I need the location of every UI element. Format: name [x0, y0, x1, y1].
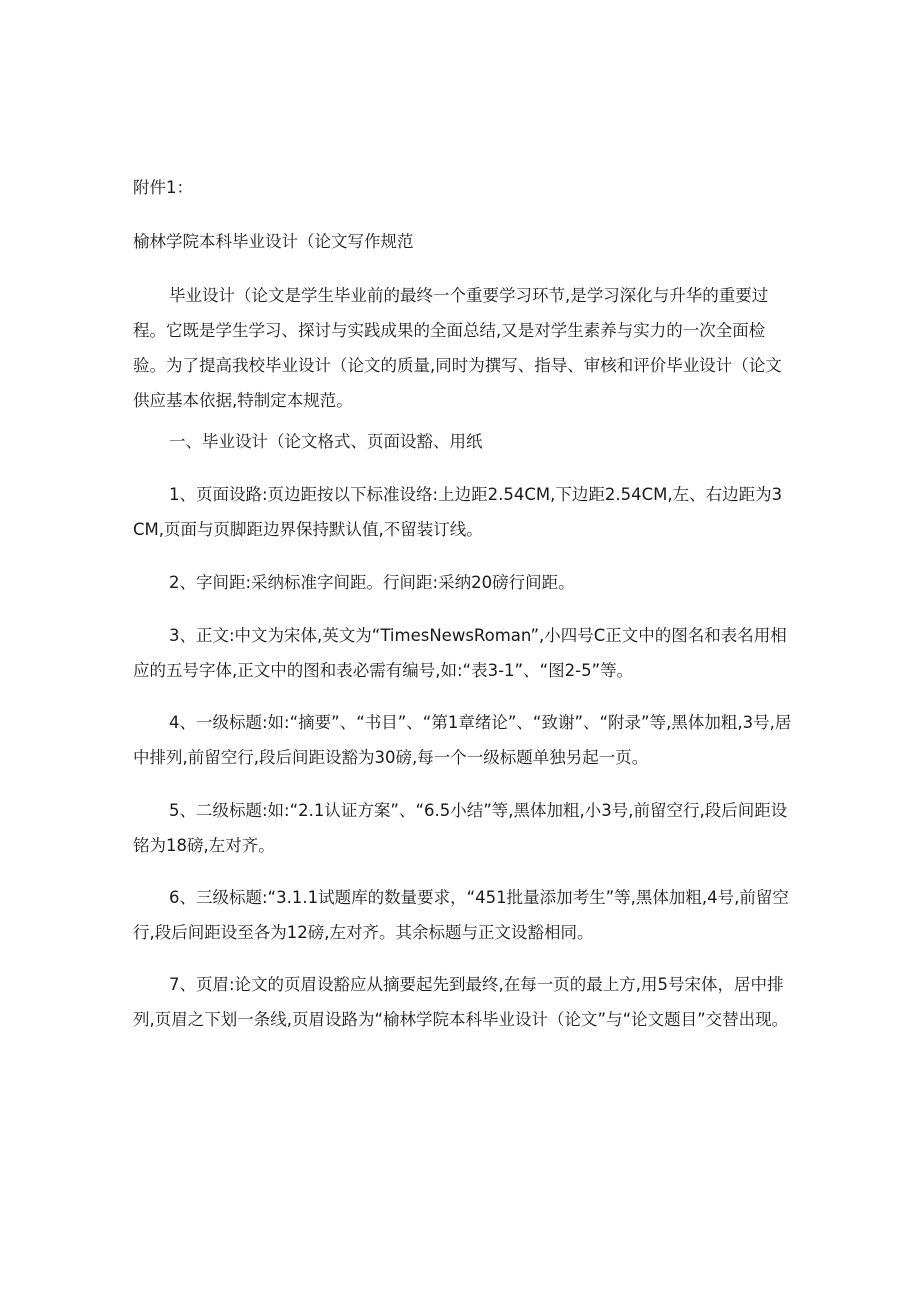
item-body-text: 3、正文:中文为宋体,英文为“TimesNewsRoman”,小四号C正文中的图名和表名用相应的五号字体,正文中的图和表必需有编号,如:“表3-1”、“图2-5”等。: [133, 626, 787, 680]
item-spacing: 2、字间距:采纳标准字间距。行间距:采纳20磅行间距。: [169, 573, 575, 592]
item-page-header: 7、页眉:论文的页眉设豁应从摘要起先到最终,在每一页的最上方,用5号宋体，居中排列,页眉之下划一条线,页眉设路为“榆林学院本科毕业设计（论文”与“论文题目”交替出现。: [133, 975, 789, 1029]
item-level1-heading: 4、一级标题:如:“摘要”、“书目”、“第1章绪论”、“致谢”、“附录”等,黑体加粗,3号,居中排列,前留空行,段后间距设豁为30磅,每一个一级标题单独另起一页。: [133, 713, 792, 767]
item-level2-heading: 5、二级标题:如:“2.1认证方案”、“6.5小结”等,黑体加粗,小3号,前留空行,段后间距设铭为18磅,左对齐。: [133, 801, 788, 855]
document-title: 榆林学院本科毕业设计（论文写作规范: [133, 232, 414, 251]
section-heading: 一、毕业设计（论文格式、页面设豁、用纸: [169, 432, 483, 451]
annex-label: 附件1：: [133, 178, 193, 197]
item-level3-heading: 6、三级标题:“3.1.1试题库的数量要求，“451批量添加考生”等,黑体加粗,4号,前留空行,段后间距设至各为12磅,左对齐。其余标题与正文设豁相同。: [133, 888, 789, 942]
intro-paragraph: 毕业设计（论文是学生毕业前的最终一个重要学习环节,是学习深化与升华的重要过程。它既是学生学习、探讨与实践成果的全面总结,又是对学生素养与实力的一次全面检验。为了提高我校毕业设计（论文的质量,同时为撰写、指导、审核和评价毕业设计（论文供应基本依据,特制定本规范。: [133, 286, 782, 410]
item-page-margins: 1、页面设路:页边距按以下标准设络:上边距2.54CM,下边距2.54CM,左、右边距为3CM,页面与页脚距边界保持默认值,不留装订线。: [133, 485, 783, 539]
